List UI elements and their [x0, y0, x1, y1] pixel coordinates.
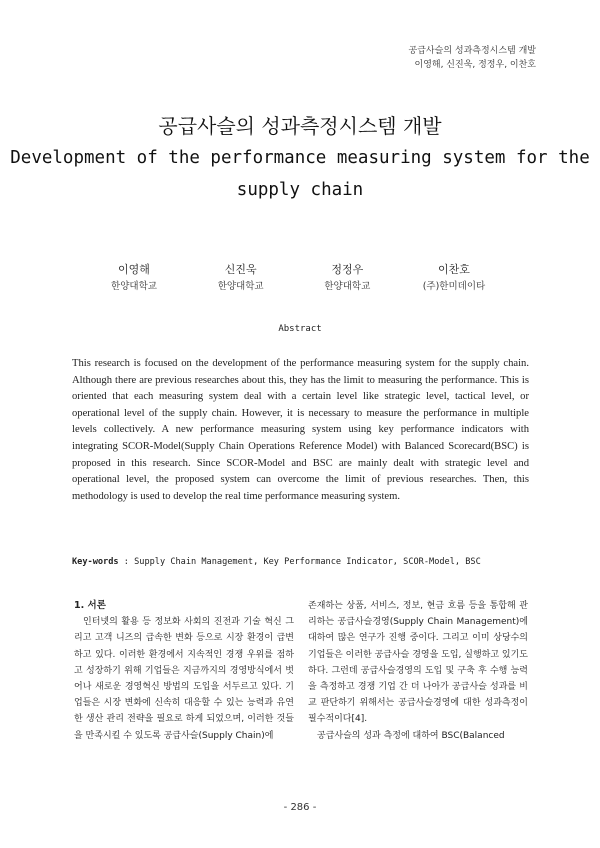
body-column-left	[74, 598, 294, 744]
author-affiliation: (주)한미데이타	[422, 281, 486, 292]
keywords-separator: :	[118, 557, 135, 567]
author-name: 정정우	[331, 263, 364, 276]
abstract-text: This research is focused on the development of the performance measuring system for the supply chain. Although there are previous researches about this, they has the limit to measuring the performance. This is oriented that each measuring system deal with a certain level like strategic level, tactical level, or operational level of the supply chain. However, it is necessary to measure the performance in multiple levels collectively. A new performance measuring system using key performance indicators with integrating SCOR-Model(Supply Chain Operations Reference Model) with Balanced Scorecard(BSC) is proposed in this research. Since SCOR-Model and BSC are mainly dealt with strategic level and operational level, the proposed system can overcome the limit of previous researches. Then, this methodology is used to develop the real time performance measuring system.	[72, 358, 529, 502]
body-paragraph: 인터넷의 활용 등 정보화 사회의 진전과 기술 혁신 그리고 고객 니즈의 급속한 변화 등으로 시장 환경이 급변하고 있다. 이러한 환경에서 지속적인 경쟁 우위를 점하고 성장하기 위해 기업들은 지금까지의 경영방식에서 벗어나 새로운 경영혁신 방법의 도입을 서두르고 있다. 기업들은 시장 변화에 신속히 대응할 수 있는 능력과 유연한 생산 관리 전략을 필요로 하게 되었으며, 이러한 것들을 만족시킬 수 있도록 공급사슬(Supply Chain)에	[74, 617, 294, 741]
author	[84, 262, 184, 296]
running-header	[409, 44, 536, 72]
paper-title-korean: 공급사슬의 성과측정시스템 개발	[158, 114, 442, 138]
keywords-label: Key-words	[72, 557, 119, 567]
author	[404, 262, 504, 296]
running-header-title: 공급사슬의 성과측정시스템 개발	[408, 46, 536, 56]
section-heading: 1. 서론	[74, 600, 106, 611]
body-column-right	[308, 598, 528, 744]
keywords-text: Supply Chain Management, Key Performance Indicator, SCOR-Model, BSC	[134, 557, 481, 567]
author-name: 이찬호	[438, 263, 470, 276]
body-paragraph: 공급사슬의 성과 측정에 대하여 BSC(Balanced	[317, 730, 505, 741]
keywords	[72, 557, 542, 567]
author-affiliation: 한양대학교	[217, 281, 264, 292]
page-number: - 286 -	[283, 802, 317, 813]
paper-title-english: Development of the performance measuring system for the supply chain	[10, 148, 590, 200]
author-name: 이영해	[118, 263, 150, 276]
abstract-heading: Abstract	[278, 324, 322, 334]
running-header-authors: 이영해, 신진욱, 정정우, 이찬호	[414, 60, 536, 70]
body-paragraph: 존재하는 상품, 서비스, 정보, 현금 흐름 등을 통합해 관리하는 공급사슬경영(Supply Chain Management)에 대하여 많은 연구가 진행 중이다. 그리고 이미 상당수의 기업들은 이러한 공급사슬 경영을 도입, 실행하고 있기도 하다. 그런데 공급사슬경영의 도입 및 구축 후 수행 능력을 측정하고 경쟁 기업 간 더 나아가 공급사슬 성과를 비교 판단하기 위해서는 공급사슬경영에 대한 성과측정이 필수적이다[4].	[308, 601, 528, 725]
author-name: 신진욱	[224, 263, 257, 276]
author-affiliation: 한양대학교	[111, 281, 157, 292]
author-list	[84, 262, 504, 296]
author-affiliation: 한양대학교	[324, 281, 371, 292]
author	[191, 262, 291, 296]
author	[297, 262, 397, 296]
